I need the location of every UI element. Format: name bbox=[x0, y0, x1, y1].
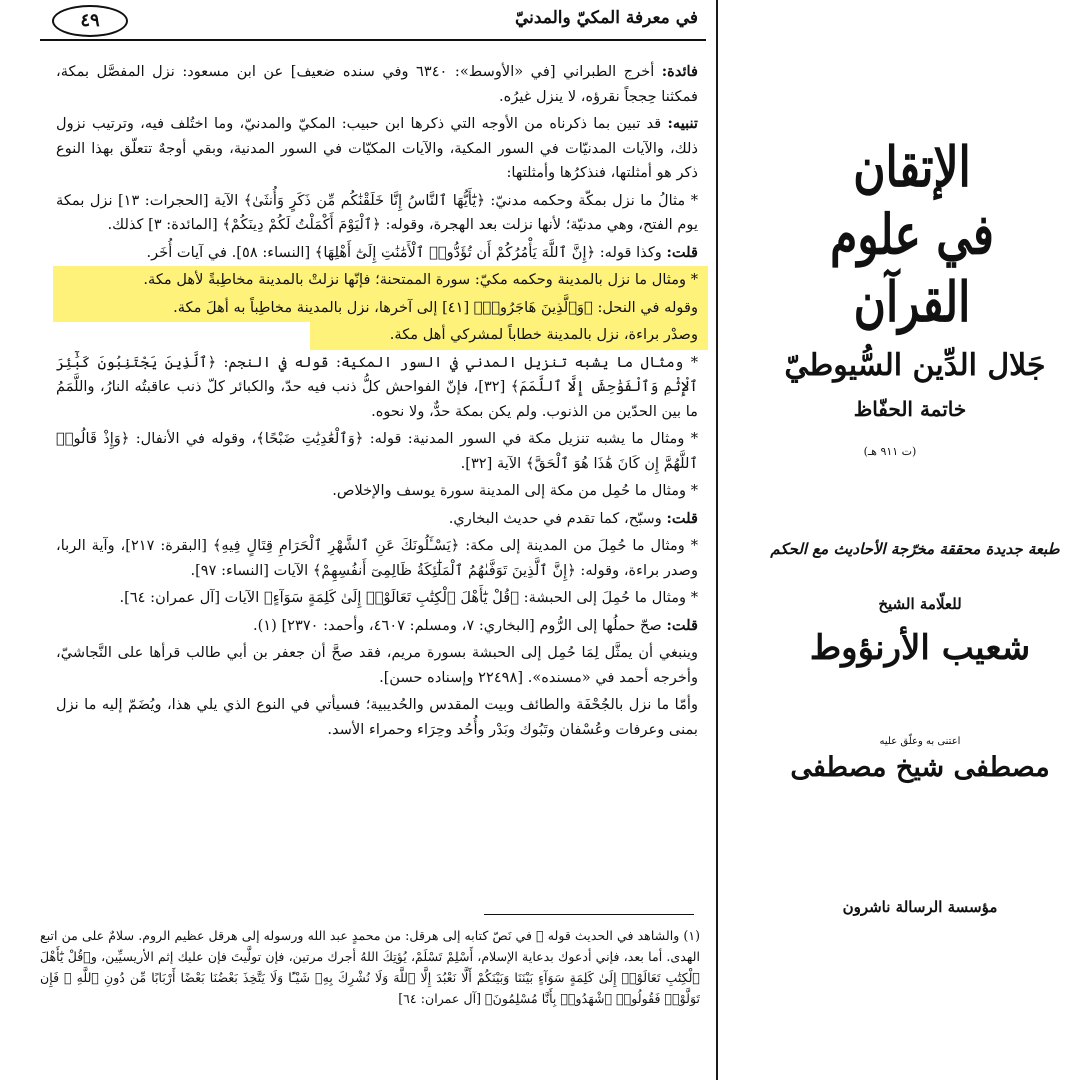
paragraph bbox=[56, 189, 698, 238]
paragraph bbox=[56, 586, 698, 611]
paragraph-text: * ومثال ما يشبه تنزيل المدني في السور المكية: قوله في النجم: ﴿ٱلَّذِينَ يَجْتَنِبُونَ كَبَٰٓئِرَ ٱلْإِثْمِ وَٱلْفَوَٰحِشَ إِلَّا ٱللَّمَمَ﴾ [٣٢]، فإنّ الفواحش كلُّ ذنب فيه حدّ، والكبائر كلّ ذنب عاقبتُه النارُ، واللَّمَمُ ما بين الحدّين من الذنوب. ولم يكن بمكة حدٌّ، ولا نحوه. bbox=[56, 353, 698, 420]
page-body bbox=[56, 60, 698, 745]
highlight-line: وقوله في النحل: ﴿وَٱلَّذِينَ هَاجَرُوا۟﴾ [٤١] إلى آخرها، نزل بالمدينة مخاطِباً به أهلَ مكة. bbox=[173, 298, 698, 316]
paragraph-text: * ومثال ما حُمِلَ إلى الحبشة: ﴿قُلْ يَٰٓأَهْلَ ٱلْكِتَٰبِ تَعَالَوْا۟ إِلَىٰ كَلِمَةٍ سَوَآءٍ﴾ الآيات [آل عمران: ٦٤]. bbox=[119, 589, 698, 606]
paragraph-text: * ومثال ما يشبه تنزيل مكة في السور المدنية: قوله: ﴿وَٱلْعَٰدِيَٰتِ ضَبْحًا﴾، وقوله في الأنفال: ﴿وَإِذْ قَالُوا۟ ٱللَّهُمَّ إِن كَانَ هَٰذَا هُوَ ٱلْحَقَّ﴾ الآية [٣٢]. bbox=[56, 430, 698, 472]
running-header: في معرفة المكيّ والمدنيّ bbox=[514, 8, 698, 28]
editor-name: شعيب الأرنؤوط bbox=[809, 628, 1031, 668]
paragraph-text: * ومثال ما حُمِلَ من المدينة إلى مكة: ﴿يَسْـَٔلُونَكَ عَنِ ٱلشَّهْرِ ٱلْحَرَامِ قِتَالٍ فِيهِ﴾ [البقرة: ٢١٧]، وآية الربا، وصدر براءة، وقوله: ﴿إِنَّ ٱلَّذِينَ تَوَفَّىٰهُمُ ٱلْمَلَٰٓئِكَةُ ظَالِمِىٓ أَنفُسِهِمْ﴾ الآيات [النساء: ٩٧]. bbox=[56, 537, 698, 579]
highlighted-passage bbox=[56, 268, 698, 348]
paragraph-text: وأمّا ما نزل بالجُحْفَة والطائف وبيت المقدس والحُديبية؛ فسيأتي في النوع الذي يلي هذا، ويُضَمّ إليه ما نزل بمنى وعرفات وعُسْفان وتَبُوك وبَدْر وأُحُد وحِرَاء وحمراء الأسد. bbox=[56, 696, 698, 738]
footnote: (١) والشاهد في الحديث قوله ﷺ في نَصّ كتابه إلى هرقل: من محمدٍ عبد الله ورسوله إلى هرقل عظيم الروم. سلامٌ على من اتبع الهدى. أما بعد، فإني أدعوك بدعاية الإسلام، أَسْلِمْ تَسْلَمْ، يُؤتِكَ اللهُ أجرك مرتين، فإن تولَّيتَ فإن عليك إثم الأريسيِّين، و﴿قُلْ يَٰٓأَهْلَ ٱلْكِتَٰبِ تَعَالَوْا۟ إِلَىٰ كَلِمَةٍ سَوَآءٍ بَيْنَنَا وَبَيْنَكُمْ أَلَّا نَعْبُدَ إِلَّا ٱللَّهَ وَلَا نُشْرِكَ بِهِۦ شَيْـًٔا وَلَا يَتَّخِذَ بَعْضُنَا بَعْضًا أَرْبَابًا مِّن دُونِ ٱللَّهِ ۚ فَإِن تَوَلَّوْا۟ فَقُولُوا۟ ٱشْهَدُوا۟ بِأَنَّا مُسْلِمُونَ﴾ [آل عمران: ٦٤] bbox=[40, 928, 700, 1006]
book-title-line: في علوم القرآن bbox=[830, 203, 994, 335]
paragraph-text: وينبغي أن يمثَّل لِمَا حُمِل إلى الحبشة بسورة مريم، فقد صحَّ أن جعفر بن أبي طالب قرأها على النَّجاشيّ، وأخرجه أحمد في «مسنده». [٢٢٤٩٨ وإسناده حسن]. bbox=[56, 644, 698, 686]
paragraph-text: قد تبين بما ذكرناه من الأوجه التي ذكرها ابن حبيب: المكيّ والمدنيّ، وما اختُلف فيه، وترتيب نزول ذلك، والآيات المدنيّات في السور المكية، والآيات المكيّات في السور المدنية، وبقي أوجهٌ تتعلّق بهذا النوع ذكر هو أمثلتها، فنذكرُها وأمثلتها: bbox=[56, 115, 698, 181]
editor2-prefix: اعتنى به وعلّق عليه bbox=[879, 736, 961, 747]
paragraph-text: * ومثال ما حُمِل من مكة إلى المدينة سورة يوسف والإخلاص. bbox=[332, 482, 698, 499]
paragraph-text: صحّ حملُها إلى الرُّوم [البخاري: ٧، ومسلم: ٤٦٠٧، وأحمد: ٢٣٧٠] (١). bbox=[252, 616, 667, 634]
edition-note: طبعة جديدة محققة مخرّجة الأحاديث مع الحكم bbox=[770, 540, 1060, 558]
author-epithet: خاتمة الحفّاظ bbox=[853, 397, 967, 421]
paragraph-lead: قلت: bbox=[666, 509, 698, 527]
paragraph bbox=[56, 427, 698, 476]
book-title-line: الإتقان bbox=[853, 136, 971, 200]
book-title bbox=[772, 135, 1052, 338]
paragraph-lead: قلت: bbox=[666, 243, 698, 261]
paragraph-text: * مثالُ ما نزل بمكّة وحكمه مدنيّ: ﴿يَٰٓأَيُّهَا ٱلنَّاسُ إِنَّا خَلَقْنَٰكُم مِّن ذَكَرٍ وَأُنثَىٰ﴾ الآية [الحجرات: ١٣] نزل بمكة يوم الفتح، وهي مدنيّة؛ لأنها نزلت بعد الهجرة، وقوله: ﴿ٱلْيَوْمَ أَكْمَلْتُ لَكُمْ دِينَكُمْ﴾ [المائدة: ٣] كذلك. bbox=[56, 191, 698, 233]
page-number: ٤٩ bbox=[52, 5, 128, 37]
highlight-line: وصدْر براءة، نزل بالمدينة خطاباً لمشركي أهل مكة. bbox=[389, 326, 698, 343]
editor2-name: مصطفى شيخ مصطفى bbox=[790, 752, 1050, 783]
paragraph-text: وكذا قوله: ﴿إِنَّ ٱللَّهَ يَأْمُرُكُمْ أَن تُؤَدُّوا۟ ٱلْأَمَٰنَٰتِ إِلَىٰٓ أَهْلِهَا﴾ [النساء: ٥٨]. في آيات أُخَر. bbox=[146, 243, 667, 261]
page-divider bbox=[716, 0, 718, 1080]
publisher-name: مؤسسة الرسالة ناشرون bbox=[842, 898, 998, 916]
paragraph bbox=[56, 507, 698, 532]
paragraph bbox=[56, 614, 698, 639]
paragraph-lead: قلت: bbox=[666, 616, 698, 634]
paragraph-lead: فائدة: bbox=[661, 63, 698, 80]
author-name: جَلال الدِّين السُّيوطيّ bbox=[784, 348, 1046, 383]
paragraph bbox=[56, 693, 698, 742]
paragraph bbox=[56, 241, 698, 266]
paragraph bbox=[56, 60, 698, 109]
header-rule bbox=[40, 39, 706, 41]
editor-prefix: للعلّامة الشيخ bbox=[878, 595, 962, 613]
paragraph-text: أخرج الطبراني [في «الأوسط»: ٦٣٤٠ وفي سنده ضعيف] عن ابن مسعود: نزل المفصَّل بمكة، فمكثنا حِججاً نقرؤه، لا ينزل غيرُه. bbox=[56, 63, 698, 105]
paragraph bbox=[56, 351, 698, 425]
death-date: (ت ٩١١ هـ) bbox=[863, 445, 917, 458]
paragraph bbox=[56, 112, 698, 186]
paragraph-lead: تنبيه: bbox=[667, 115, 698, 132]
highlight-line: * ومثال ما نزل بالمدينة وحكمه مكيّ: سورة الممتحنة؛ فإنّها نزلتْ بالمدينة مخاطِبةً لأهل مكة. bbox=[143, 271, 698, 288]
paragraph-text: وسبّح، كما تقدم في حديث البخاري. bbox=[448, 509, 667, 527]
paragraph bbox=[56, 534, 698, 583]
paragraph bbox=[56, 479, 698, 504]
paragraph bbox=[56, 641, 698, 690]
footnote-rule bbox=[484, 914, 694, 915]
